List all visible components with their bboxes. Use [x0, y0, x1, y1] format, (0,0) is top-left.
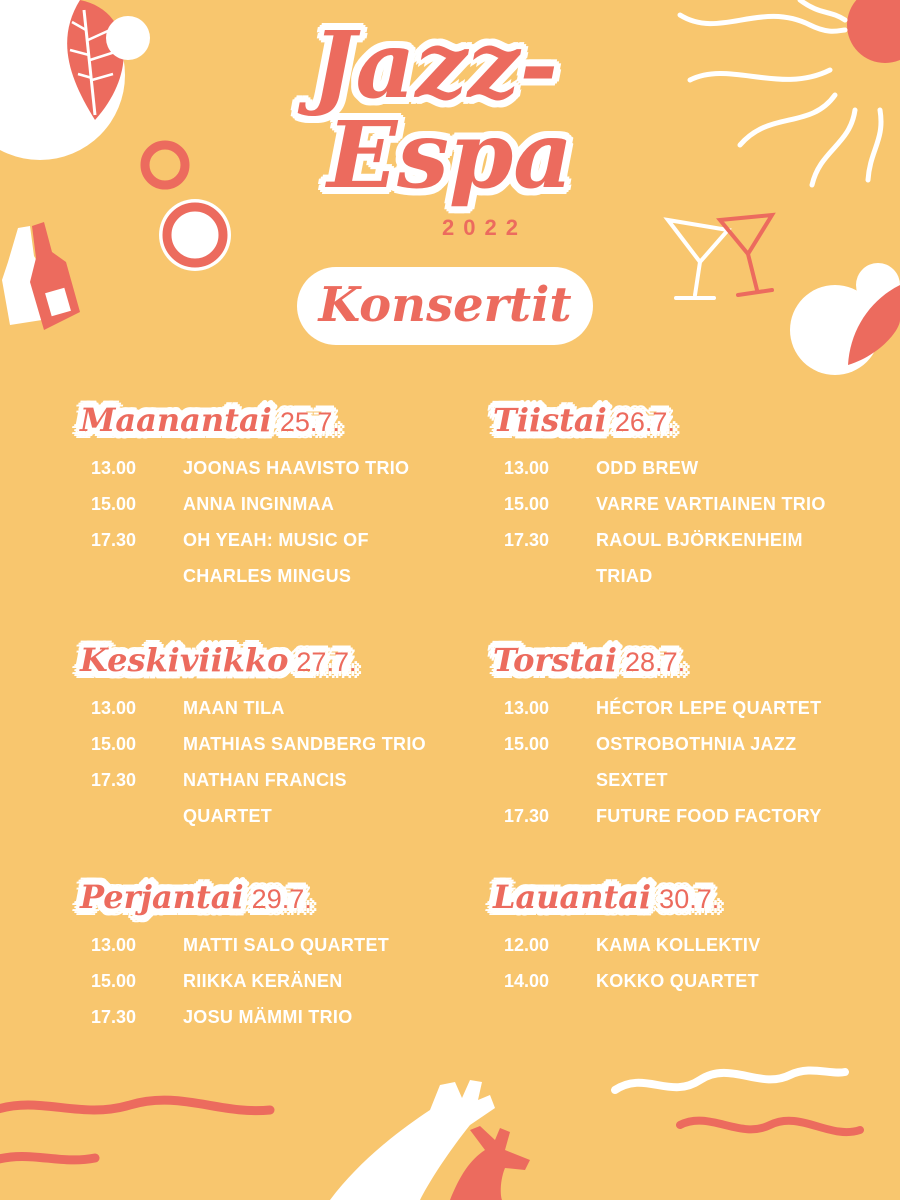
time: 12.00 — [504, 935, 550, 955]
time: 13.00 — [91, 698, 137, 718]
time: 17.30 — [504, 806, 550, 826]
section-heading-badge — [300, 270, 590, 342]
time: 15.00 — [91, 494, 137, 514]
performer: FUTURE FOOD FACTORY — [596, 806, 822, 826]
time: 17.30 — [91, 770, 137, 790]
schedule-row — [493, 522, 873, 594]
time: 15.00 — [504, 494, 550, 514]
day-date: 25.7. — [279, 407, 340, 437]
schedule-row — [493, 690, 873, 726]
schedule-row — [80, 963, 460, 999]
schedule-row — [493, 450, 873, 486]
sun-icon — [680, 0, 900, 185]
time: 17.30 — [504, 530, 550, 550]
day-date: 29.7. — [251, 884, 312, 914]
ring-icon — [145, 145, 231, 271]
performer: MATTI SALO QUARTET — [183, 935, 390, 955]
time: 15.00 — [91, 971, 137, 991]
performer: VARRE VARTIAINEN TRIO — [596, 494, 826, 514]
leaf-icon — [0, 0, 150, 160]
performer: MATHIAS SANDBERG TRIO — [183, 734, 426, 754]
time: 17.30 — [91, 530, 137, 550]
day-date: 28.7. — [625, 647, 686, 677]
schedule-row — [493, 726, 873, 798]
schedule-row — [80, 762, 460, 834]
day-date: 26.7. — [614, 407, 675, 437]
performer: KOKKO QUARTET — [596, 971, 759, 991]
performer: HÉCTOR LEPE QUARTET — [596, 698, 822, 718]
time: 13.00 — [91, 458, 137, 478]
performer: JOONAS HAAVISTO TRIO — [183, 458, 410, 478]
performer: RIIKKA KERÄNEN — [183, 971, 343, 991]
schedule-row — [80, 927, 460, 963]
logo-title-line-1: Jazz- — [312, 11, 558, 119]
schedule-row — [80, 450, 460, 486]
logo-year: 2022 — [442, 215, 527, 240]
festival-logo — [270, 11, 600, 245]
day-name: Lauantai — [493, 878, 652, 916]
section-heading: Konsertit — [318, 277, 572, 333]
cocktail-glass-icon — [668, 215, 772, 298]
schedule-row — [80, 726, 460, 762]
day-name: Tiistai — [493, 401, 607, 439]
schedule-row — [80, 690, 460, 726]
performer: RAOUL BJÖRKENHEIM TRIAD — [596, 530, 803, 586]
leaf-icon — [790, 263, 900, 375]
performer: ODD BREW — [596, 458, 699, 478]
hand-icon — [330, 1080, 530, 1200]
schedule-row — [493, 486, 873, 522]
schedule-row — [493, 798, 873, 834]
bottle-icon — [2, 222, 80, 330]
schedule-row — [80, 522, 460, 594]
day-date: 27.7. — [296, 647, 357, 677]
schedule-row — [493, 963, 873, 999]
schedule-row — [80, 999, 460, 1035]
logo-title-line-2: Espa — [327, 101, 573, 209]
time: 14.00 — [504, 971, 550, 991]
time: 13.00 — [91, 935, 137, 955]
day-name: Keskiviikko — [80, 641, 289, 679]
time: 17.30 — [91, 1007, 137, 1027]
schedule-row — [493, 927, 873, 963]
time: 15.00 — [504, 734, 550, 754]
day-date: 30.7. — [659, 884, 720, 914]
performer: ANNA INGINMAA — [183, 494, 335, 514]
schedule-row — [80, 486, 460, 522]
performer: NATHAN FRANCIS QUARTET — [183, 770, 347, 826]
performer: OH YEAH: MUSIC OF CHARLES MINGUS — [183, 530, 369, 586]
day-name: Maanantai — [80, 401, 272, 439]
performer: MAAN TILA — [183, 698, 285, 718]
time: 15.00 — [91, 734, 137, 754]
performer: OSTROBOTHNIA JAZZ SEXTET — [596, 734, 797, 790]
time: 13.00 — [504, 698, 550, 718]
day-name: Torstai — [493, 641, 618, 679]
performer: KAMA KOLLEKTIV — [596, 935, 761, 955]
day-name: Perjantai — [80, 878, 244, 916]
performer: JOSU MÄMMI TRIO — [183, 1007, 353, 1027]
time: 13.00 — [504, 458, 550, 478]
